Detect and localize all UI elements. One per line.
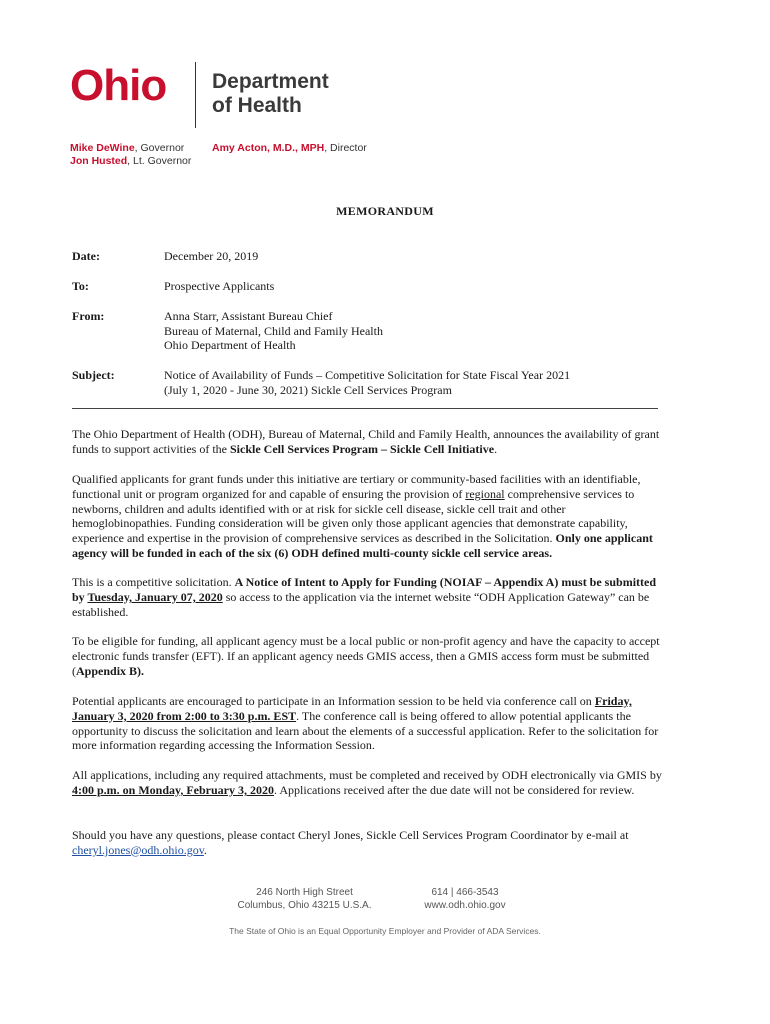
governor-block	[70, 142, 191, 168]
address-line-1: 246 North High Street	[256, 887, 353, 898]
paragraph-deadline	[72, 768, 662, 798]
from-line-3: Ohio Department of Health	[164, 338, 296, 352]
p3-text-end: so access to the application via the internet website “ODH Application Gateway” can be established.	[72, 589, 650, 619]
ohio-logo-text: Ohio	[70, 61, 167, 110]
lt-governor-title: , Lt. Governor	[127, 155, 192, 167]
p3-text: This is a competitive solicitation.	[72, 575, 235, 589]
paragraph-solicitation	[72, 575, 662, 619]
subject-value	[164, 368, 570, 397]
p2-text: Qualified applicants for grant funds under this initiative are tertiary or community-based facilities with an identifiable, functional unit or program organized for and capable of ensuring the provision of	[72, 472, 641, 501]
p2-text-cont: comprehensive services to newborns, children and adults identified with or at risk for sickle cell disease, sickle cell trait and other hemoglobinopathies. Funding consideration will be given only those applicant agencies that demonstrate capability, experience and expertise in the provision of comprehensive services as described in the Solicitation.	[72, 486, 635, 546]
p6-text: All applications, including any required attachments, must be completed and received by ODH electronically via GMIS by	[72, 768, 662, 782]
paragraph-eligibility	[72, 472, 662, 561]
regional-text: regional	[465, 486, 505, 501]
eeo-note: The State of Ohio is an Equal Opportunity Employer and Provider of ADA Services.	[229, 926, 541, 936]
header-rule	[72, 408, 658, 409]
memo-title: MEMORANDUM	[336, 204, 434, 218]
governor-name: Mike DeWine	[70, 142, 135, 154]
p5-text: Potential applicants are encouraged to participate in an Information session to be held via conference call on	[72, 694, 595, 708]
noiaf-deadline: Tuesday, January 07, 2020	[87, 589, 223, 604]
subject-line-2: (July 1, 2020 - June 30, 2021) Sickle Cell Services Program	[164, 382, 452, 397]
funding-note: Only one applicant agency will be funded in each of the six (6) ODH defined multi-county sickle cell service areas.	[72, 531, 653, 560]
footer-contact	[400, 886, 530, 912]
paragraph-funding-requirements	[72, 634, 662, 678]
paragraph-info-session	[72, 694, 662, 753]
subject-label: Subject:	[72, 368, 115, 382]
from-value	[164, 309, 383, 353]
paragraph-contact	[72, 828, 662, 858]
session-datetime: Friday, January 3, 2020 from 2:00 to 3:30 p.m. EST	[72, 694, 632, 723]
appendix-b: Appendix B).	[76, 663, 145, 678]
date-label: Date:	[72, 249, 100, 263]
ohio-logo	[70, 61, 167, 110]
contact-email-link[interactable]: cheryl.jones@odh.ohio.gov	[72, 842, 204, 857]
dept-line-1: Department	[212, 70, 329, 93]
governor-title: , Governor	[134, 142, 185, 154]
date-value: December 20, 2019	[164, 249, 259, 263]
lt-governor-name: Jon Husted	[70, 155, 128, 167]
director-name: Amy Acton, M.D., MPH	[212, 142, 325, 154]
p5-text-end: . The conference call is being offered to allow potential applicants the opportunity to discuss the solicitation and learn about the elements of a successful application. Refer to the solicitation for more information regarding accessing the Information Session.	[72, 708, 659, 753]
department-name	[212, 70, 329, 118]
to-value: Prospective Applicants	[164, 279, 275, 293]
p7-text: Should you have any questions, please contact Cheryl Jones, Sickle Cell Services Program Coordinator by e-mail at	[72, 828, 629, 842]
p4-text: To be eligible for funding, all applicant agency must be a local public or non-profit agency and have the capacity to accept electronic funds transfer (EFT). If an applicant agency needs GMIS access, then a GMIS access form must be submitted (	[72, 634, 660, 678]
application-deadline: 4:00 p.m. on Monday, February 3, 2020	[72, 782, 275, 797]
dept-line-2: of Health	[212, 94, 302, 117]
program-name: Sickle Cell Services Program – Sickle Cell Initiative	[229, 441, 495, 456]
subject-line-1: Notice of Availability of Funds – Competitive Solicitation for State Fiscal Year 2021	[164, 368, 571, 382]
paragraph-announcement	[72, 427, 662, 457]
p1-end: .	[494, 441, 498, 456]
director-title: , Director	[324, 142, 367, 154]
director-block	[212, 142, 367, 155]
address-line-2: Columbus, Ohio 43215 U.S.A.	[237, 900, 372, 911]
from-line-2: Bureau of Maternal, Child and Family Health	[164, 323, 383, 338]
footer-address	[212, 886, 397, 912]
logo-divider	[195, 62, 196, 128]
from-label: From:	[72, 309, 105, 323]
to-label: To:	[72, 279, 89, 293]
website-url: www.odh.ohio.gov	[424, 900, 506, 911]
p6-text-end: . Applications received after the due date will not be considered for review.	[274, 782, 635, 797]
from-line-1: Anna Starr, Assistant Bureau Chief	[164, 309, 333, 323]
noiaf-note: A Notice of Intent to Apply for Funding (NOIAF – Appendix A) must be submitted by	[72, 575, 657, 604]
phone-number: 614 | 466-3543	[431, 887, 499, 898]
p7-end: .	[203, 842, 207, 857]
p1-text: The Ohio Department of Health (ODH), Bureau of Maternal, Child and Family Health, announces the availability of grant funds to support activities of the	[72, 427, 660, 456]
